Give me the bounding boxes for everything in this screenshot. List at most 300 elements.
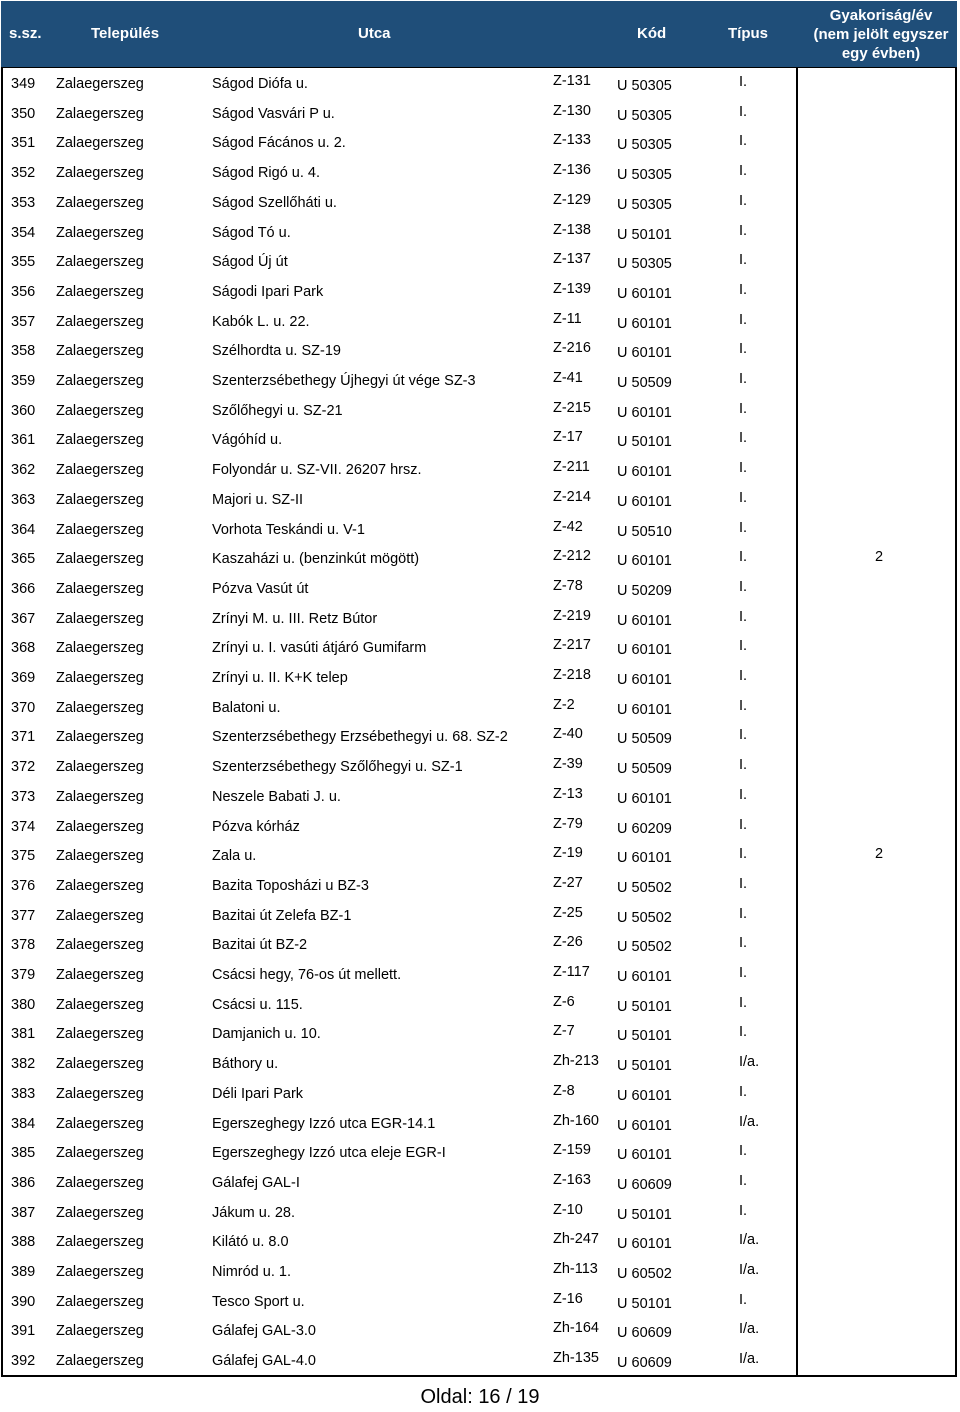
- row-street: Tesco Sport u.: [212, 1293, 305, 1310]
- row-street: Folyondár u. SZ-VII. 26207 hrsz.: [212, 462, 422, 479]
- row-class: I.: [739, 281, 748, 298]
- row-type: U 60101: [617, 464, 672, 481]
- row-street: Szélhordta u. SZ-19: [212, 343, 341, 360]
- row-code: Z-211: [553, 459, 590, 476]
- row-code: Z-219: [553, 607, 591, 624]
- row-number: 378: [11, 937, 36, 954]
- row-street: Vágóhíd u.: [212, 432, 283, 449]
- row-city: Zalaegerszeg: [56, 373, 144, 389]
- row-type: U 60101: [617, 612, 672, 629]
- row-class: I.: [739, 727, 748, 744]
- row-city: Zalaegerszeg: [56, 521, 144, 538]
- row-code: Z-217: [553, 637, 591, 654]
- row-city: Zalaegerszeg: [56, 877, 144, 894]
- row-code: Z-131: [553, 73, 591, 89]
- row-number: 369: [11, 670, 36, 686]
- row-class: I/a.: [739, 1054, 760, 1071]
- row-code: Z-159: [553, 1142, 591, 1159]
- row-class: I.: [739, 252, 748, 269]
- row-street: Ságod Fácános u. 2.: [212, 135, 346, 152]
- row-type: U 50305: [617, 78, 672, 94]
- row-street: Zrínyi u. II. K+K telep: [212, 670, 348, 686]
- row-code: Z-137: [553, 251, 591, 268]
- table-row: [3, 635, 955, 665]
- table-row: [3, 1170, 955, 1200]
- row-code: Z-16: [553, 1290, 583, 1307]
- header-no: s.sz.: [9, 25, 42, 42]
- row-street: Zrínyi u. I. vasúti átjáró Gumifarm: [212, 640, 427, 657]
- table-row: [3, 279, 955, 309]
- row-city: Zalaegerszeg: [56, 551, 144, 568]
- row-city: Zalaegerszeg: [56, 699, 144, 716]
- table-header: [1, 1, 957, 68]
- row-number: 386: [11, 1174, 36, 1191]
- row-number: 377: [11, 907, 36, 924]
- row-type: U 50209: [617, 582, 672, 599]
- row-city: Zalaegerszeg: [56, 996, 144, 1013]
- row-class: I/a.: [739, 1321, 760, 1338]
- row-class: I.: [739, 668, 748, 684]
- table-row: [3, 814, 955, 844]
- row-street: Szőlőhegyi u. SZ-21: [212, 402, 343, 419]
- row-class: I.: [739, 519, 748, 536]
- row-type: U 50509: [617, 731, 672, 748]
- row-city: Zalaegerszeg: [56, 1115, 144, 1132]
- row-code: Z-218: [553, 667, 591, 683]
- row-city: Zalaegerszeg: [56, 491, 144, 508]
- page-label: Oldal:: [420, 1386, 479, 1408]
- header-street: Utca: [358, 25, 391, 42]
- row-street: Bazitai út Zelefa BZ-1: [212, 907, 352, 924]
- header-code: Kód: [637, 25, 667, 42]
- row-street: Déli Ipari Park: [212, 1085, 304, 1102]
- row-city: Zalaegerszeg: [56, 818, 144, 835]
- table-row: [3, 368, 955, 398]
- row-class: I.: [739, 74, 748, 90]
- row-frequency: 2: [875, 846, 884, 863]
- table-row: [3, 754, 955, 784]
- row-type: U 60101: [617, 345, 672, 362]
- row-street: Gálafej GAL-3.0: [212, 1323, 316, 1340]
- row-class: I.: [739, 578, 748, 595]
- table-row: [3, 457, 955, 487]
- row-number: 384: [11, 1115, 36, 1132]
- row-street: Neszele Babati J. u.: [212, 788, 341, 805]
- row-number: 359: [11, 373, 36, 389]
- row-class: I.: [739, 1202, 748, 1219]
- row-code: Z-117: [553, 964, 590, 980]
- page-footer: [0, 1386, 960, 1409]
- table-row: [3, 190, 955, 220]
- row-number: 392: [11, 1353, 36, 1370]
- row-code: Z-10: [553, 1201, 583, 1218]
- table-row: [3, 427, 955, 457]
- row-number: 366: [11, 580, 36, 597]
- header-type: Típus: [728, 25, 768, 42]
- row-city: Zalaegerszeg: [56, 1026, 144, 1043]
- row-type: U 60609: [617, 1325, 672, 1342]
- row-code: Z-163: [553, 1171, 591, 1188]
- row-number: 361: [11, 432, 36, 449]
- row-street: Bazita Toposházi u BZ-3: [212, 877, 369, 894]
- row-city: Zalaegerszeg: [56, 1234, 144, 1251]
- row-code: Zh-113: [553, 1261, 598, 1277]
- row-type: U 50305: [617, 256, 672, 273]
- row-type: U 60101: [617, 969, 672, 985]
- row-type: U 50101: [617, 1028, 672, 1045]
- page-total: 19: [517, 1386, 540, 1408]
- row-type: U 60101: [617, 672, 672, 688]
- row-type: U 50510: [617, 523, 672, 540]
- row-type: U 50101: [617, 998, 672, 1015]
- row-type: U 50101: [617, 1295, 672, 1312]
- row-type: U 60101: [617, 1087, 672, 1104]
- row-number: 371: [11, 729, 36, 746]
- row-number: 360: [11, 402, 36, 419]
- row-code: Z-17: [553, 429, 583, 446]
- row-number: 357: [11, 313, 36, 330]
- table-row: [3, 220, 955, 250]
- row-class: I.: [739, 697, 748, 714]
- row-street: Bazitai út BZ-2: [212, 937, 308, 954]
- row-class: I.: [739, 1143, 748, 1160]
- row-code: Z-39: [553, 756, 583, 773]
- row-class: I.: [739, 905, 748, 922]
- row-type: U 60101: [617, 1147, 672, 1164]
- row-street: Damjanich u. 10.: [212, 1026, 321, 1043]
- row-code: Zh-135: [553, 1350, 599, 1367]
- row-code: Z-215: [553, 399, 591, 416]
- row-street: Ságodi Ipari Park: [212, 283, 324, 300]
- row-code: Z-41: [553, 370, 583, 386]
- row-type: U 60101: [617, 790, 672, 807]
- row-city: Zalaegerszeg: [56, 937, 144, 954]
- row-code: Z-27: [553, 874, 583, 891]
- row-class: I/a.: [739, 1232, 760, 1249]
- row-code: Z-42: [553, 518, 583, 535]
- table-row: [3, 843, 955, 873]
- row-street: Gálafej GAL-I: [212, 1174, 300, 1191]
- row-street: Ságod Rigó u. 4.: [212, 165, 321, 182]
- row-code: Z-214: [553, 488, 591, 505]
- table-row: [3, 487, 955, 517]
- row-number: 380: [11, 996, 36, 1013]
- row-street: Kabók L. u. 22.: [212, 313, 310, 330]
- row-number: 364: [11, 521, 36, 538]
- row-street: Ságod Új út: [212, 254, 288, 271]
- row-code: Z-2: [553, 696, 575, 713]
- row-class: I.: [739, 460, 748, 477]
- row-class: I.: [739, 133, 748, 150]
- table-row: [3, 160, 955, 190]
- row-number: 387: [11, 1204, 36, 1221]
- row-class: I.: [739, 430, 748, 447]
- row-class: I.: [739, 757, 748, 774]
- row-class: I.: [739, 489, 748, 506]
- row-street: Pózva kórház: [212, 818, 300, 835]
- row-street: Kilátó u. 8.0: [212, 1234, 289, 1251]
- table-row: [3, 724, 955, 754]
- table-row: [3, 101, 955, 131]
- table-row: [3, 1289, 955, 1319]
- table-row: [3, 338, 955, 368]
- row-code: Z-216: [553, 340, 591, 357]
- row-number: 358: [11, 343, 36, 360]
- table-row: [3, 1111, 955, 1141]
- row-number: 382: [11, 1056, 36, 1073]
- row-type: U 60101: [617, 285, 672, 302]
- row-number: 356: [11, 283, 36, 300]
- row-type: U 60101: [617, 1117, 672, 1134]
- row-city: Zalaegerszeg: [56, 462, 144, 479]
- row-type: U 50305: [617, 167, 672, 184]
- row-type: U 50502: [617, 879, 672, 896]
- row-code: Zh-247: [553, 1231, 599, 1248]
- row-number: 362: [11, 462, 36, 479]
- row-class: I.: [739, 103, 748, 120]
- row-code: Z-8: [553, 1082, 575, 1099]
- row-class: I.: [739, 400, 748, 417]
- row-city: Zalaegerszeg: [56, 848, 144, 865]
- row-type: U 50101: [617, 1058, 672, 1075]
- row-city: Zalaegerszeg: [56, 610, 144, 627]
- row-street: Jákum u. 28.: [212, 1204, 296, 1221]
- table-row: [3, 903, 955, 933]
- row-code: Z-26: [553, 934, 583, 951]
- row-type: U 50509: [617, 375, 672, 391]
- row-city: Zalaegerszeg: [56, 967, 144, 983]
- row-number: 365: [11, 551, 36, 568]
- row-type: U 50502: [617, 909, 672, 926]
- row-code: Z-19: [553, 845, 583, 862]
- row-code: Zh-213: [553, 1053, 599, 1070]
- row-street: Nimród u. 1.: [212, 1264, 291, 1280]
- row-code: Z-138: [553, 221, 591, 238]
- row-code: Z-79: [553, 815, 583, 832]
- row-code: Z-133: [553, 132, 591, 149]
- table-row: [3, 1259, 955, 1289]
- table-row: [3, 398, 955, 428]
- row-number: 363: [11, 491, 36, 508]
- row-number: 350: [11, 105, 36, 122]
- row-city: Zalaegerszeg: [56, 343, 144, 360]
- row-code: Z-25: [553, 904, 583, 921]
- row-code: Z-78: [553, 577, 583, 594]
- page-current: 16: [478, 1386, 501, 1408]
- row-street: Szenterzsébethegy Erzsébethegyi u. 68. SZ-2: [212, 729, 508, 746]
- row-number: 388: [11, 1234, 36, 1251]
- row-city: Zalaegerszeg: [56, 788, 144, 805]
- row-class: I.: [739, 935, 748, 952]
- table-row: [3, 932, 955, 962]
- row-class: I.: [739, 638, 748, 655]
- table-row: [3, 873, 955, 903]
- table-row: [3, 309, 955, 339]
- row-street: Pózva Vasút út: [212, 580, 309, 597]
- row-city: Zalaegerszeg: [56, 1174, 144, 1191]
- row-number: 353: [11, 194, 36, 211]
- row-street: Vorhota Teskándi u. V-1: [212, 521, 365, 538]
- row-type: U 60101: [617, 553, 672, 570]
- row-street: Báthory u.: [212, 1056, 279, 1073]
- table-row: [3, 1318, 955, 1348]
- row-number: 355: [11, 254, 36, 271]
- row-city: Zalaegerszeg: [56, 907, 144, 924]
- table-row: [3, 576, 955, 606]
- row-street: Gálafej GAL-4.0: [212, 1353, 316, 1370]
- row-city: Zalaegerszeg: [56, 432, 144, 449]
- row-city: Zalaegerszeg: [56, 580, 144, 597]
- row-type: U 50502: [617, 939, 672, 956]
- table-row: [3, 1200, 955, 1230]
- row-street: Ságod Diófa u.: [212, 76, 308, 92]
- row-code: Z-139: [553, 280, 591, 297]
- row-number: 372: [11, 759, 36, 776]
- table-row: [3, 1229, 955, 1259]
- row-street: Balatoni u.: [212, 699, 281, 716]
- row-number: 383: [11, 1085, 36, 1102]
- row-street: Ságod Vasvári P u.: [212, 105, 335, 122]
- row-class: I.: [739, 222, 748, 239]
- row-type: U 60101: [617, 701, 672, 718]
- row-city: Zalaegerszeg: [56, 254, 144, 271]
- row-city: Zalaegerszeg: [56, 105, 144, 122]
- table-row: [3, 249, 955, 279]
- row-number: 352: [11, 165, 36, 182]
- row-street: Szenterzsébethegy Újhegyi út vége SZ-3: [212, 373, 476, 389]
- row-type: U 50509: [617, 761, 672, 778]
- row-number: 391: [11, 1323, 36, 1340]
- row-class: I.: [739, 192, 748, 209]
- row-class: I.: [739, 816, 748, 833]
- header-frequency: [801, 6, 960, 63]
- row-street: Egerszeghegy Izzó utca eleje EGR-I: [212, 1145, 446, 1162]
- row-number: 373: [11, 788, 36, 805]
- table-row: [3, 1051, 955, 1081]
- row-type: U 50305: [617, 196, 672, 213]
- row-city: Zalaegerszeg: [56, 1323, 144, 1340]
- row-frequency: 2: [875, 549, 884, 566]
- header-frequency-line1: Gyakoriság/év: [829, 7, 933, 24]
- row-city: Zalaegerszeg: [56, 1204, 144, 1221]
- row-type: U 60609: [617, 1355, 672, 1372]
- row-city: Zalaegerszeg: [56, 729, 144, 746]
- row-code: Zh-164: [553, 1320, 599, 1337]
- row-number: 385: [11, 1145, 36, 1162]
- header-city: Település: [91, 25, 160, 42]
- table-row: [3, 606, 955, 636]
- row-type: U 60101: [617, 850, 672, 867]
- table-row: [3, 784, 955, 814]
- row-city: Zalaegerszeg: [56, 1264, 144, 1280]
- row-type: U 60101: [617, 642, 672, 659]
- row-number: 367: [11, 610, 36, 627]
- row-code: Z-136: [553, 162, 591, 179]
- row-city: Zalaegerszeg: [56, 1353, 144, 1370]
- row-city: Zalaegerszeg: [56, 640, 144, 657]
- row-code: Z-129: [553, 191, 591, 208]
- row-class: I.: [739, 163, 748, 180]
- row-class: I.: [739, 994, 748, 1011]
- row-code: Z-7: [553, 1023, 575, 1040]
- row-number: 379: [11, 967, 36, 983]
- header-frequency-line2: (nem jelölt egyszer: [813, 26, 949, 43]
- row-code: Z-6: [553, 993, 575, 1010]
- table-row: [3, 665, 955, 695]
- row-street: Kaszaházi u. (benzinkút mögött): [212, 551, 420, 568]
- row-city: Zalaegerszeg: [56, 402, 144, 419]
- row-city: Zalaegerszeg: [56, 165, 144, 182]
- table-row: [3, 1348, 955, 1378]
- row-class: I.: [739, 965, 748, 981]
- row-city: Zalaegerszeg: [56, 1056, 144, 1073]
- row-class: I.: [739, 786, 748, 803]
- row-code: Z-11: [553, 310, 582, 327]
- row-class: I.: [739, 875, 748, 892]
- row-number: 376: [11, 877, 36, 894]
- row-class: I.: [739, 1291, 748, 1308]
- row-number: 390: [11, 1293, 36, 1310]
- row-class: I/a.: [739, 1113, 760, 1130]
- row-type: U 50101: [617, 1206, 672, 1223]
- row-type: U 60101: [617, 493, 672, 510]
- page-separator: /: [500, 1386, 518, 1408]
- table-row: [3, 1140, 955, 1170]
- row-class: I.: [739, 549, 748, 566]
- row-type: U 50305: [617, 107, 672, 124]
- header-frequency-line3: egy évben): [841, 45, 921, 62]
- row-street: Szenterzsébethegy Szőlőhegyi u. SZ-1: [212, 759, 463, 776]
- row-code: Zh-160: [553, 1112, 599, 1129]
- row-type: U 50101: [617, 226, 672, 243]
- row-number: 370: [11, 699, 36, 716]
- row-city: Zalaegerszeg: [56, 759, 144, 776]
- row-city: Zalaegerszeg: [56, 135, 144, 152]
- row-street: Zala u.: [212, 848, 257, 865]
- row-type: U 60101: [617, 404, 672, 421]
- row-street: Csácsi hegy, 76-os út mellett.: [212, 967, 402, 983]
- row-street: Majori u. SZ-II: [212, 491, 304, 508]
- table-row: [3, 992, 955, 1022]
- row-city: Zalaegerszeg: [56, 1085, 144, 1102]
- table-row: [3, 71, 955, 101]
- row-class: I/a.: [739, 1262, 760, 1278]
- row-code: Z-13: [553, 785, 583, 802]
- row-number: 349: [11, 76, 36, 92]
- row-city: Zalaegerszeg: [56, 283, 144, 300]
- row-city: Zalaegerszeg: [56, 194, 144, 211]
- row-street: Egerszeghegy Izzó utca EGR-14.1: [212, 1115, 436, 1132]
- table-row: [3, 962, 955, 992]
- row-street: Ságod Tó u.: [212, 224, 291, 241]
- row-code: Z-40: [553, 726, 583, 743]
- row-street: Csácsi u. 115.: [212, 996, 303, 1013]
- row-class: I.: [739, 846, 748, 863]
- row-type: U 60101: [617, 315, 672, 332]
- row-type: U 60101: [617, 1236, 672, 1253]
- row-street: Zrínyi M. u. III. Retz Bútor: [212, 610, 378, 627]
- row-class: I.: [739, 1024, 748, 1041]
- row-number: 381: [11, 1026, 36, 1043]
- row-number: 351: [11, 135, 36, 152]
- table-row: [3, 546, 955, 576]
- table-row: [3, 695, 955, 725]
- document-page: [1, 1, 957, 1377]
- table-body: [1, 68, 957, 1377]
- row-class: I.: [739, 311, 748, 328]
- row-city: Zalaegerszeg: [56, 1293, 144, 1310]
- row-class: I.: [739, 341, 748, 358]
